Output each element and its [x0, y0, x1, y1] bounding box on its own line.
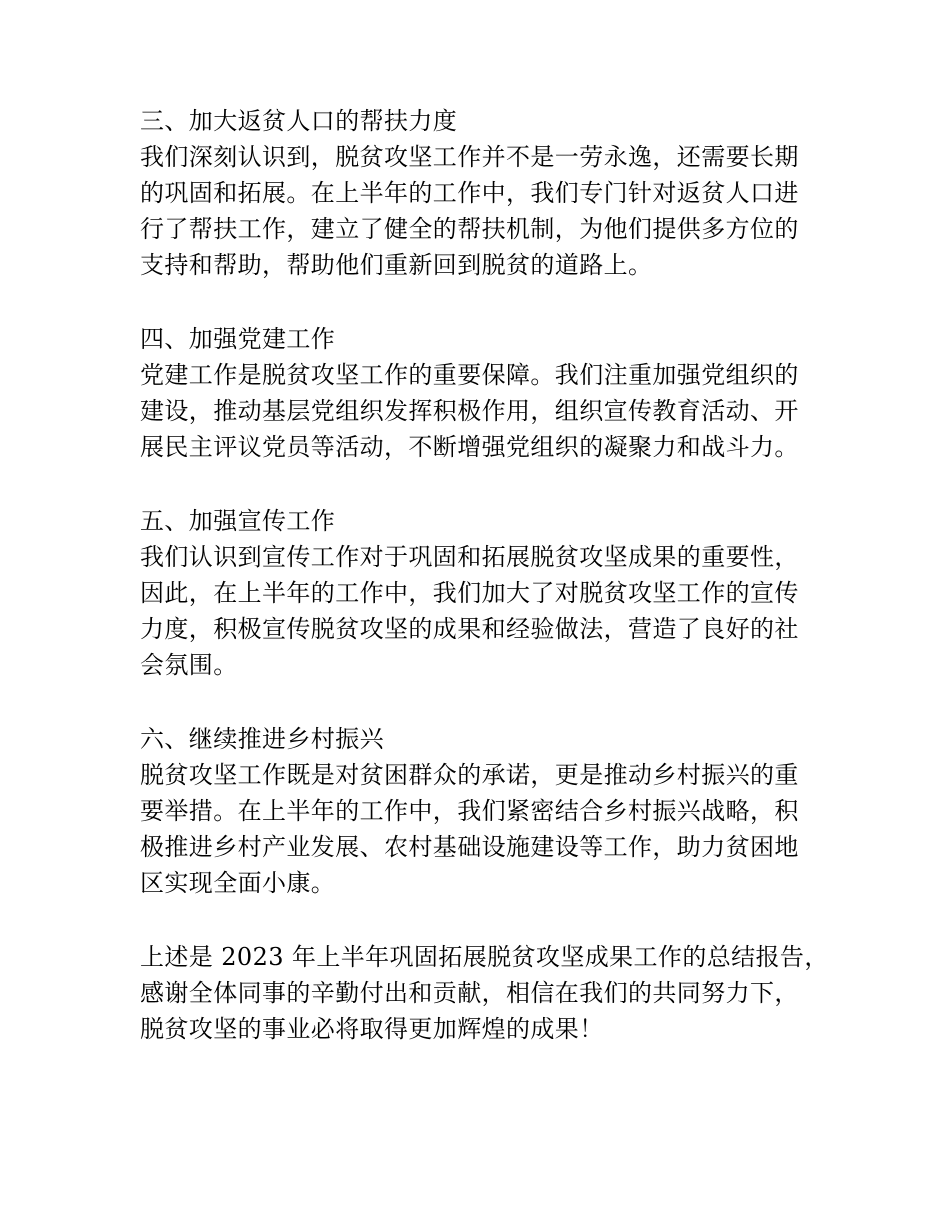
- section-heading: 五、加强宣传工作: [140, 507, 336, 535]
- paragraph-line: 因此，在上半年的工作中，我们加大了对脱贫攻坚工作的宣传: [140, 579, 799, 607]
- paragraph-line: 的巩固和拓展。在上半年的工作中，我们专门针对返贫人口进: [140, 179, 799, 207]
- section-heading: 三、加大返贫人口的帮扶力度: [140, 107, 458, 135]
- paragraph-line: 我们认识到宣传工作对于巩固和拓展脱贫攻坚成果的重要性，: [140, 543, 799, 571]
- paragraph-line: 我们深刻认识到，脱贫攻坚工作并不是一劳永逸，还需要长期: [140, 143, 799, 171]
- paragraph-line: 脱贫攻坚的事业必将取得更加辉煌的成果！: [140, 1015, 604, 1043]
- section-rural-revitalization: [140, 721, 840, 901]
- section-publicity-work: [140, 503, 840, 683]
- paragraph-line: 要举措。在上半年的工作中，我们紧密结合乡村振兴战略，积: [140, 797, 799, 825]
- paragraph-line: 感谢全体同事的辛勤付出和贡献，相信在我们的共同努力下，: [140, 979, 799, 1007]
- document-page: [140, 103, 840, 1085]
- paragraph-line: 党建工作是脱贫攻坚工作的重要保障。我们注重加强党组织的: [140, 361, 799, 389]
- paragraph-line: 力度，积极宣传脱贫攻坚的成果和经验做法，营造了良好的社: [140, 615, 799, 643]
- paragraph-line: 区实现全面小康。: [140, 869, 336, 897]
- paragraph-line: 支持和帮助，帮助他们重新回到脱贫的道路上。: [140, 251, 653, 279]
- conclusion-paragraph: [140, 939, 840, 1047]
- paragraph-line: 行了帮扶工作，建立了健全的帮扶机制，为他们提供多方位的: [140, 215, 799, 243]
- paragraph-line: 会氛围。: [140, 651, 238, 679]
- section-poverty-relapse-support: [140, 103, 840, 283]
- section-party-building: [140, 321, 840, 465]
- paragraph-line: 建设，推动基层党组织发挥积极作用，组织宣传教育活动、开: [140, 397, 799, 425]
- paragraph-line: 脱贫攻坚工作既是对贫困群众的承诺，更是推动乡村振兴的重: [140, 761, 799, 789]
- section-heading: 六、继续推进乡村振兴: [140, 725, 384, 753]
- section-heading: 四、加强党建工作: [140, 325, 336, 353]
- paragraph-line: 展民主评议党员等活动，不断增强党组织的凝聚力和战斗力。: [140, 433, 799, 461]
- paragraph-line: 极推进乡村产业发展、农村基础设施建设等工作，助力贫困地: [140, 833, 799, 861]
- paragraph-line: 上述是 2023 年上半年巩固拓展脱贫攻坚成果工作的总结报告，: [140, 943, 829, 971]
